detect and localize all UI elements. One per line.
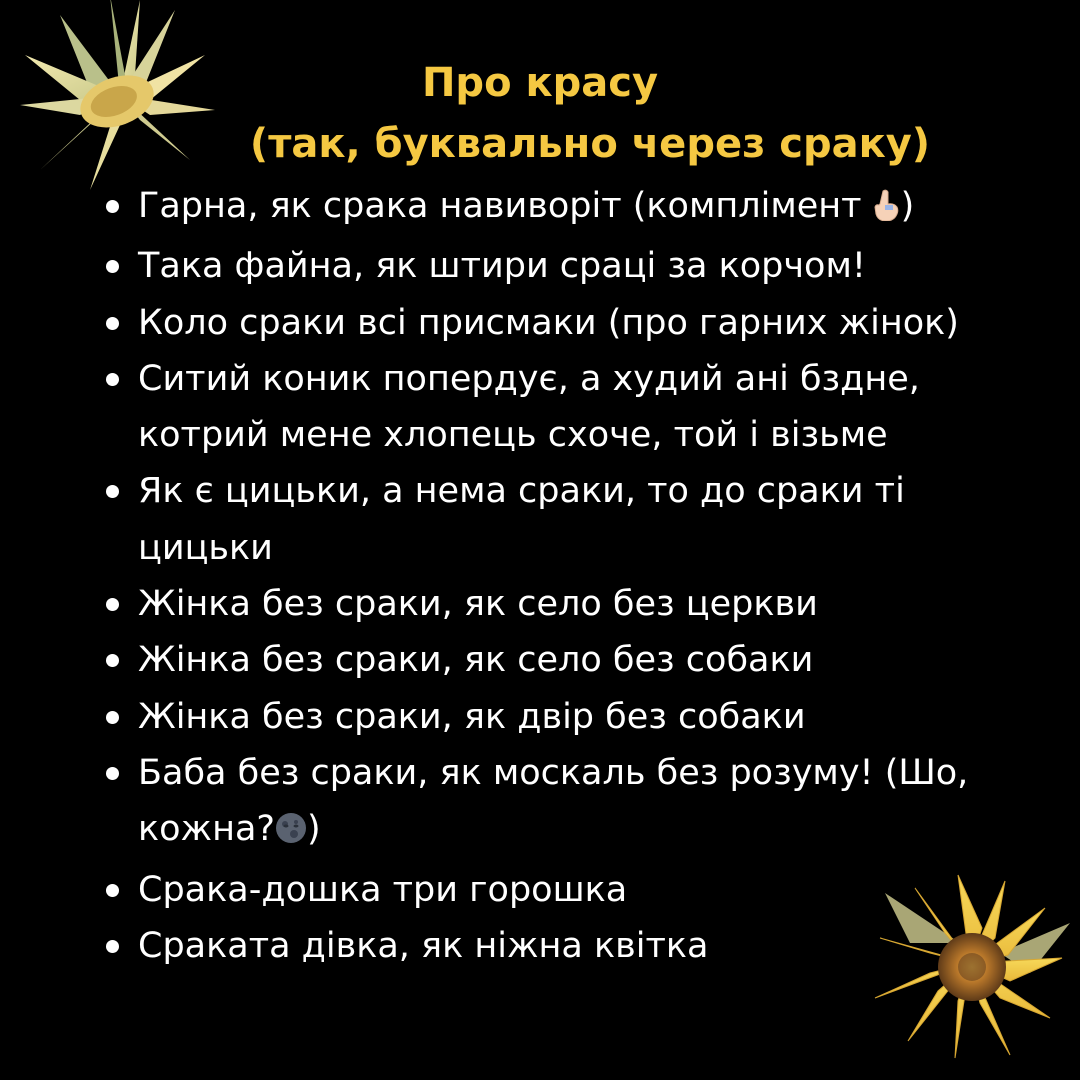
sunflower-icon (862, 868, 1074, 1074)
bullet (106, 884, 119, 897)
bullet (106, 317, 119, 330)
bullet (106, 373, 119, 386)
bullet (106, 654, 119, 667)
list-item: Жінка без сраки, як село без церкви (100, 576, 1040, 632)
page-title: Про красу (421, 60, 659, 106)
bullet (106, 940, 119, 953)
list-item: Така файна, як штири сраці за корчом! (100, 238, 1040, 294)
new-moon-face-icon (275, 805, 307, 861)
bullet (106, 767, 119, 780)
list-item: Коло сраки всі присмаки (про гарних жінок) (100, 295, 1040, 351)
sayings-list (100, 178, 1040, 974)
list-item: Жінка без сраки, як двір без собаки (100, 689, 1040, 745)
list-item: Гарна, як срака навиворіт (комплімент ) (100, 178, 1040, 238)
bullet (106, 485, 119, 498)
list-item: Баба без сраки, як москаль без розуму! (Шо, кожна? ) (100, 745, 1040, 862)
list-item: Срака-дошка три горошка (100, 862, 1040, 918)
list-item: Сракатa дівка, як ніжна квітка (100, 918, 1040, 974)
bullet (106, 260, 119, 273)
list-item: Жінка без сраки, як село без собаки (100, 632, 1040, 688)
bullet (106, 200, 119, 213)
list-item: Як є цицьки, а нема сраки, то до сраки ті цицьки (100, 463, 1040, 576)
list-item: Ситий коник попердує, а худий ані бздне, котрий мене хлопець схоче, той і візьме (100, 351, 1040, 464)
bullet (106, 711, 119, 724)
page-subtitle: (так, буквально через сраку) (249, 121, 931, 167)
bullet (106, 598, 119, 611)
pointing-hand-icon (873, 182, 901, 238)
